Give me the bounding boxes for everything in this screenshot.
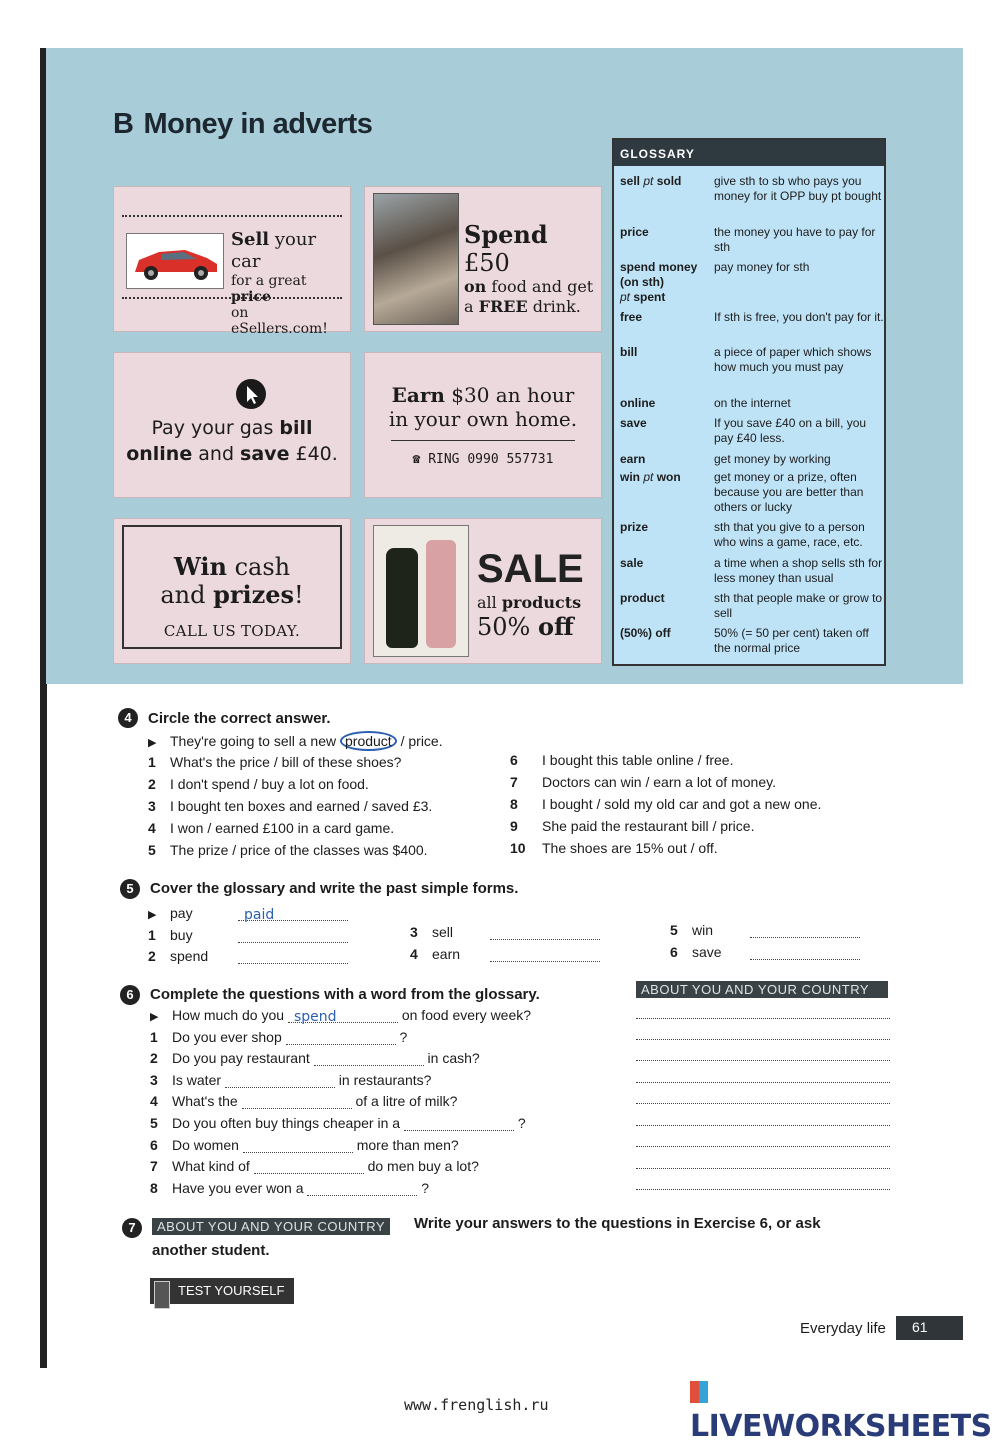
ad-frame: Win cash and prizes! CALL US TODAY. (122, 525, 342, 649)
answer-blank[interactable] (238, 950, 348, 964)
dotted-rule (122, 215, 342, 217)
answer-blank[interactable] (490, 948, 600, 962)
exercise-4-item[interactable]: 10 The shoes are 15% out / off. (510, 840, 718, 856)
footer-label: Everyday life (800, 1320, 886, 1337)
exercise-4-item[interactable]: 1 What's the price / bill of these shoes? (148, 754, 402, 770)
answer-line[interactable] (636, 1060, 890, 1061)
answer-line[interactable] (636, 1168, 890, 1169)
answer-blank[interactable] (254, 1160, 364, 1174)
exercise-5-title: Cover the glossary and write the past simple forms. (150, 880, 519, 897)
exercise-7-number: 7 (122, 1218, 142, 1238)
car-image (126, 233, 224, 289)
answer-line[interactable] (636, 1082, 890, 1083)
exercise-6-item: 8 Have you ever won a ? (150, 1180, 430, 1196)
answer-blank[interactable] (242, 1095, 352, 1109)
answer-line[interactable] (636, 1125, 890, 1126)
exercise-4-item[interactable]: 5 The prize / price of the classes was $400. (148, 842, 428, 858)
answer-blank[interactable] (243, 1139, 353, 1153)
answer-blank[interactable] (307, 1182, 417, 1196)
arrow-icon: ▶ (148, 737, 157, 749)
about-you-banner: ABOUT YOU AND YOUR COUNTRY (152, 1218, 390, 1235)
exercise-5-item: 4 earn (410, 946, 600, 962)
arrow-icon: ▶ (150, 1011, 159, 1023)
exercise-5-number: 5 (120, 879, 140, 899)
ad-earn-money-text: Earn $30 an hour in your own home. (388, 383, 578, 431)
bottles-photo (373, 525, 469, 657)
about-you-banner: ABOUT YOU AND YOUR COUNTRY (636, 981, 888, 998)
answer-line[interactable] (636, 1103, 890, 1104)
answer-line[interactable] (636, 1018, 890, 1019)
answer-blank[interactable] (490, 926, 600, 940)
example-answer: paid (238, 907, 348, 921)
cursor-icon (236, 379, 266, 409)
ad-spend-food-text: Spend £50 on food and get a FREE drink. (464, 220, 594, 316)
exercise-5-item: 3 sell (410, 924, 600, 940)
answer-line[interactable] (636, 1146, 890, 1147)
section-letter: B (113, 108, 134, 140)
ad-sell-car (113, 186, 351, 337)
phone-number: ☎ RING 0990 557731 (412, 452, 554, 467)
exercise-6-title: Complete the questions with a word from the glossary. (150, 986, 540, 1003)
ad-sale-text: SALE all products 50% off (477, 547, 584, 641)
pink-bottle (426, 540, 456, 648)
liveworksheets-logo: LIVEWORKSHEETS (690, 1374, 1000, 1444)
exercise-6-item: 4 What's the of a litre of milk? (150, 1093, 458, 1109)
answer-blank[interactable] (314, 1052, 424, 1066)
exercise-5-item: 6 save (670, 944, 860, 960)
answer-blank[interactable] (750, 924, 860, 938)
arrow-icon: ▶ (148, 909, 157, 921)
section-title (113, 108, 372, 141)
answer-blank[interactable] (286, 1031, 396, 1045)
exercise-4-item[interactable]: 6 I bought this table online / free. (510, 752, 734, 768)
ad-earn-money (364, 352, 602, 498)
ad-gas-bill (113, 352, 351, 498)
divider (391, 440, 575, 441)
answer-line[interactable] (636, 1039, 890, 1040)
exercise-6-item: 1 Do you ever shop ? (150, 1029, 408, 1045)
exercise-4-example: ▶ They're going to sell a new product / price. (148, 733, 443, 749)
exercise-6-example: ▶ How much do you spend on food every week? (150, 1007, 532, 1025)
ad-sale (364, 518, 602, 664)
test-yourself-tag: TEST YOURSELF (150, 1278, 294, 1304)
food-photo (373, 193, 459, 325)
answer-blank[interactable] (404, 1117, 514, 1131)
dark-bottle (386, 548, 418, 648)
exercise-6-item: 2 Do you pay restaurant in cash? (150, 1050, 480, 1066)
glossary-box: GLOSSARY sell pt sold give sth to sb who pays you money for it OPP buy pt bought price the money you have to pay for sth spend money (on sth) pt spent pay money for sth free If sth is free, you don't pay for it. bill a piece of paper which shows how much you must pay online on the internet save If you save £40 on a bill, you pay £40 less. earn get money by working win pt won get money or a prize, often because you are better than others or lucky prize sth that you give to a person who wins a game, race, etc. sale a time when a shop sells sth for less money than usual product sth that people make or grow to sell (50%) off 50% (= 50 per cent) taken off the normal price (612, 138, 886, 666)
exercise-7-title: Write your answers to the questions in Exercise 6, or ask (414, 1215, 821, 1232)
watermark-url: www.frenglish.ru (404, 1396, 549, 1414)
exercise-4-item[interactable]: 9 She paid the restaurant bill / price. (510, 818, 755, 834)
exercise-6-item: 5 Do you often buy things cheaper in a ? (150, 1115, 526, 1131)
notebook-icon (154, 1281, 170, 1309)
glossary-heading: GLOSSARY (614, 140, 884, 166)
answer-blank[interactable] (225, 1074, 335, 1088)
exercise-5-item: 1 buy (148, 927, 348, 943)
car-icon (127, 234, 223, 288)
exercise-6-number: 6 (120, 985, 140, 1005)
ad-gas-bill-text: Pay your gas bill online and save £40. (126, 417, 338, 465)
exercise-4-item[interactable]: 8 I bought / sold my old car and got a new one. (510, 796, 822, 812)
exercise-5-item: 5 win (670, 922, 860, 938)
exercise-6-item: 3 Is water in restaurants? (150, 1072, 432, 1088)
exercise-4-item[interactable]: 2 I don't spend / buy a lot on food. (148, 776, 369, 792)
section-heading: Money in adverts (143, 108, 373, 140)
ad-win-prizes (113, 518, 351, 664)
ad-sell-car-text: Sell your car for a great price on eSellers.com! (231, 229, 328, 337)
exercise-4-number: 4 (118, 708, 138, 728)
exercise-4-title: Circle the correct answer. (148, 710, 331, 727)
exercise-4-item[interactable]: 3 I bought ten boxes and earned / saved £3. (148, 798, 433, 814)
ad-spend-food (364, 186, 602, 332)
answer-blank[interactable] (750, 946, 860, 960)
circled-answer: product (340, 731, 397, 751)
exercise-4-item[interactable]: 7 Doctors can win / earn a lot of money. (510, 774, 776, 790)
example-answer: spend (288, 1009, 398, 1023)
dotted-rule (122, 297, 342, 299)
exercise-6-item: 7 What kind of do men buy a lot? (150, 1158, 479, 1174)
exercise-4-item[interactable]: 4 I won / earned £100 in a card game. (148, 820, 395, 836)
exercise-5-example: ▶ pay paid (148, 905, 348, 921)
call-text: CALL US TODAY. (163, 622, 301, 640)
answer-line[interactable] (636, 1189, 890, 1190)
exercise-7-title-cont: another student. (152, 1242, 270, 1259)
logo-icon (690, 1381, 708, 1403)
exercise-5-item: 2 spend (148, 948, 348, 964)
exercise-6-item: 6 Do women more than men? (150, 1137, 459, 1153)
answer-blank[interactable] (238, 929, 348, 943)
page-number: 61 (896, 1316, 963, 1340)
